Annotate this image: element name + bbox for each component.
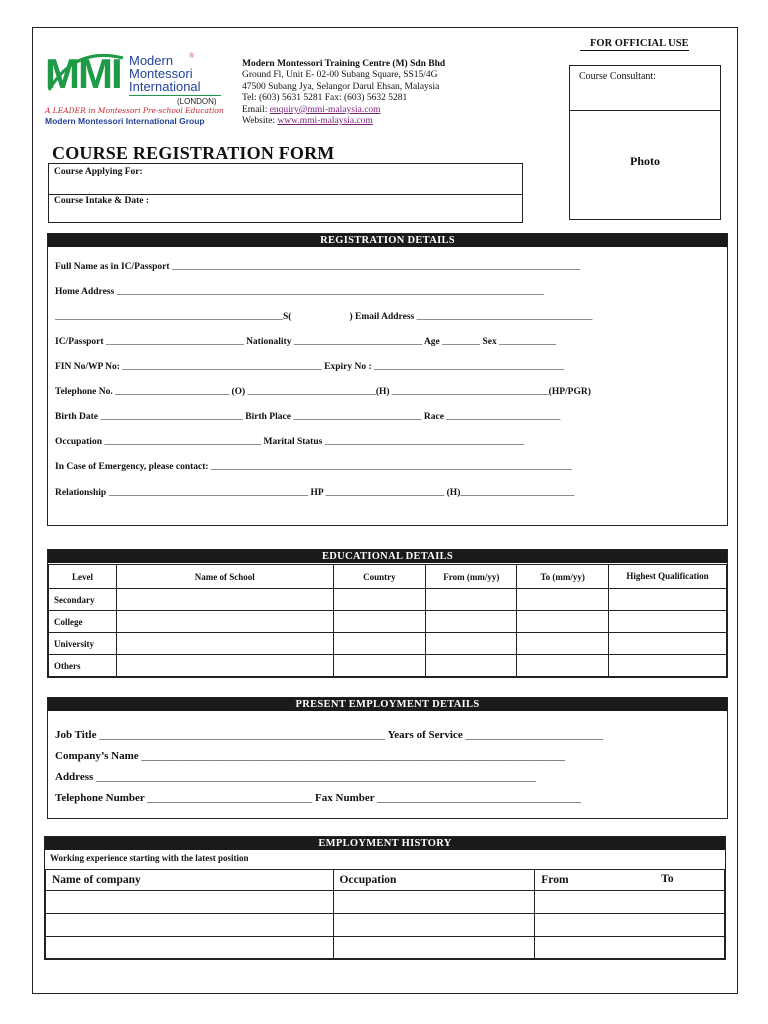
table-cell[interactable] bbox=[609, 633, 727, 655]
table-row bbox=[49, 589, 727, 611]
col-from-to bbox=[535, 870, 725, 891]
company-name-row[interactable]: Company’s Name _____________________________________________________________________________ bbox=[55, 750, 565, 762]
telephone-row[interactable]: Telephone No. ________________________ (O) ___________________________(H) _________________________________(HP/PGR) bbox=[55, 387, 591, 397]
company-address-2: 47500 Subang Jya, Selangor Darul Ehsan, Malaysia bbox=[242, 81, 440, 92]
logo-rule bbox=[129, 95, 221, 96]
company-address-1: Ground Fl, Unit E- 02-00 Subang Square, SS15/4G bbox=[242, 70, 438, 81]
form-title: COURSE REGISTRATION FORM bbox=[52, 143, 335, 163]
occupation-row[interactable]: Occupation _________________________________ Marital Status __________________________________________ bbox=[55, 437, 525, 447]
education-table bbox=[48, 564, 727, 677]
table-cell[interactable] bbox=[333, 655, 426, 677]
company-name: Modern Montessori Training Centre (M) Sdn Bhd bbox=[242, 59, 446, 69]
company-email-row: Email: enquiry@mmi-malaysia.com bbox=[242, 104, 381, 115]
table-cell[interactable] bbox=[426, 655, 517, 677]
employment-heading: PRESENT EMPLOYMENT DETAILS bbox=[48, 698, 727, 711]
history-note: Working experience starting with the latest position bbox=[50, 853, 249, 863]
course-box bbox=[48, 163, 523, 223]
col-qualification: Highest Qualification bbox=[609, 565, 727, 589]
table-cell[interactable] bbox=[426, 589, 517, 611]
table-cell[interactable] bbox=[333, 891, 535, 914]
table-cell[interactable] bbox=[426, 633, 517, 655]
ic-nationality-row[interactable]: IC/Passport _____________________________ Nationality ___________________________ Age ________ Sex ____________ bbox=[55, 337, 557, 347]
col-level: Level bbox=[49, 565, 117, 589]
official-use-label: FOR OFFICIAL USE bbox=[580, 38, 689, 51]
table-cell[interactable] bbox=[333, 611, 426, 633]
table-row bbox=[46, 891, 725, 914]
birth-row[interactable]: Birth Date ______________________________ Birth Place ___________________________ Race ________________________ bbox=[55, 412, 561, 422]
history-section bbox=[44, 836, 726, 960]
table-row bbox=[49, 633, 727, 655]
photo-label: Photo bbox=[630, 154, 660, 168]
course-intake-field[interactable] bbox=[49, 195, 522, 222]
row-label: College bbox=[49, 611, 117, 633]
table-cell[interactable] bbox=[46, 937, 334, 959]
relationship-row[interactable]: Relationship __________________________________________ HP _________________________ (H)________________________ bbox=[55, 488, 575, 498]
col-school: Name of School bbox=[116, 565, 333, 589]
education-header-row bbox=[49, 565, 727, 589]
logo-tagline: A LEADER in Montessori Pre-school Education bbox=[45, 106, 224, 115]
col-to: To (mm/yy) bbox=[517, 565, 609, 589]
col-from: From (mm/yy) bbox=[426, 565, 517, 589]
course-applying-field[interactable] bbox=[49, 164, 522, 195]
logo-group: Modern Montessori International Group bbox=[45, 116, 205, 126]
company-info bbox=[242, 59, 445, 127]
table-cell[interactable] bbox=[116, 611, 333, 633]
table-cell[interactable] bbox=[517, 589, 609, 611]
table-cell[interactable] bbox=[517, 611, 609, 633]
col-to: To bbox=[661, 873, 674, 885]
table-row bbox=[46, 914, 725, 937]
table-cell[interactable] bbox=[46, 914, 334, 937]
logo-letters: MMI bbox=[45, 50, 121, 97]
table-cell[interactable] bbox=[609, 611, 727, 633]
table-cell[interactable] bbox=[333, 633, 426, 655]
education-section bbox=[47, 549, 728, 678]
job-title-row[interactable]: Job Title ____________________________________________________ Years of Service _________________________ bbox=[55, 729, 603, 741]
registration-heading: REGISTRATION DETAILS bbox=[48, 234, 727, 247]
col-country: Country bbox=[333, 565, 426, 589]
table-cell[interactable] bbox=[609, 589, 727, 611]
history-header-row bbox=[46, 870, 725, 891]
address-email-row[interactable]: ________________________________________________S( ) Email Address _____________________________________ bbox=[55, 312, 593, 322]
table-row bbox=[49, 655, 727, 677]
table-cell[interactable] bbox=[116, 633, 333, 655]
col-from: From bbox=[541, 874, 569, 886]
table-cell[interactable] bbox=[333, 589, 426, 611]
table-cell[interactable] bbox=[517, 655, 609, 677]
registration-section bbox=[47, 233, 728, 526]
education-heading: EDUCATIONAL DETAILS bbox=[48, 550, 727, 563]
col-occupation: Occupation bbox=[333, 870, 535, 891]
logo-name: Modern Montessori International bbox=[129, 53, 201, 94]
history-heading: EMPLOYMENT HISTORY bbox=[45, 837, 725, 850]
consultant-divider bbox=[570, 110, 720, 111]
logo-swoosh-icon bbox=[45, 50, 125, 96]
company-tel: Tel: (603) 5631 5281 Fax: (603) 5632 5281 bbox=[242, 93, 408, 104]
table-cell[interactable] bbox=[535, 891, 725, 914]
logo-london: (LONDON) bbox=[177, 97, 217, 106]
company-website-row: Website: www.mmi-malaysia.com bbox=[242, 116, 373, 127]
home-address-row[interactable]: Home Address __________________________________________________________________________________________ bbox=[55, 287, 545, 297]
email-link[interactable]: enquiry@mmi-malaysia.com bbox=[269, 104, 381, 115]
row-label: Others bbox=[49, 655, 117, 677]
website-link[interactable]: www.mmi-malaysia.com bbox=[277, 116, 373, 127]
col-company: Name of company bbox=[46, 870, 334, 891]
full-name-row[interactable]: Full Name as in IC/Passport ______________________________________________________________________________________ bbox=[55, 262, 581, 272]
course-consultant-label: Course Consultant: bbox=[579, 71, 656, 82]
table-row bbox=[49, 611, 727, 633]
course-applying-label: Course Applying For: bbox=[54, 167, 143, 177]
consultant-photo-box bbox=[569, 65, 721, 220]
address-row[interactable]: Address ________________________________________________________________________________ bbox=[55, 771, 537, 783]
table-cell[interactable] bbox=[535, 937, 725, 959]
emergency-row[interactable]: In Case of Emergency, please contact: ____________________________________________________________________________ bbox=[55, 462, 572, 472]
table-cell[interactable] bbox=[46, 891, 334, 914]
table-cell[interactable] bbox=[609, 655, 727, 677]
table-cell[interactable] bbox=[517, 633, 609, 655]
telephone-fax-row[interactable]: Telephone Number ______________________________ Fax Number _____________________________________ bbox=[55, 792, 581, 804]
table-cell[interactable] bbox=[116, 655, 333, 677]
table-cell[interactable] bbox=[116, 589, 333, 611]
history-table bbox=[45, 869, 725, 959]
row-label: Secondary bbox=[49, 589, 117, 611]
table-row bbox=[46, 937, 725, 959]
table-cell[interactable] bbox=[535, 914, 725, 937]
registered-mark: ® bbox=[189, 52, 195, 60]
fin-expiry-row[interactable]: FIN No/WP No: __________________________________________ Expiry No : ________________________________________ bbox=[55, 362, 565, 372]
mmi-logo bbox=[45, 50, 225, 130]
table-cell[interactable] bbox=[333, 937, 535, 959]
row-label: University bbox=[49, 633, 117, 655]
table-cell[interactable] bbox=[426, 611, 517, 633]
course-intake-label: Course Intake & Date : bbox=[54, 196, 149, 206]
table-cell[interactable] bbox=[333, 914, 535, 937]
employment-section bbox=[47, 697, 728, 819]
